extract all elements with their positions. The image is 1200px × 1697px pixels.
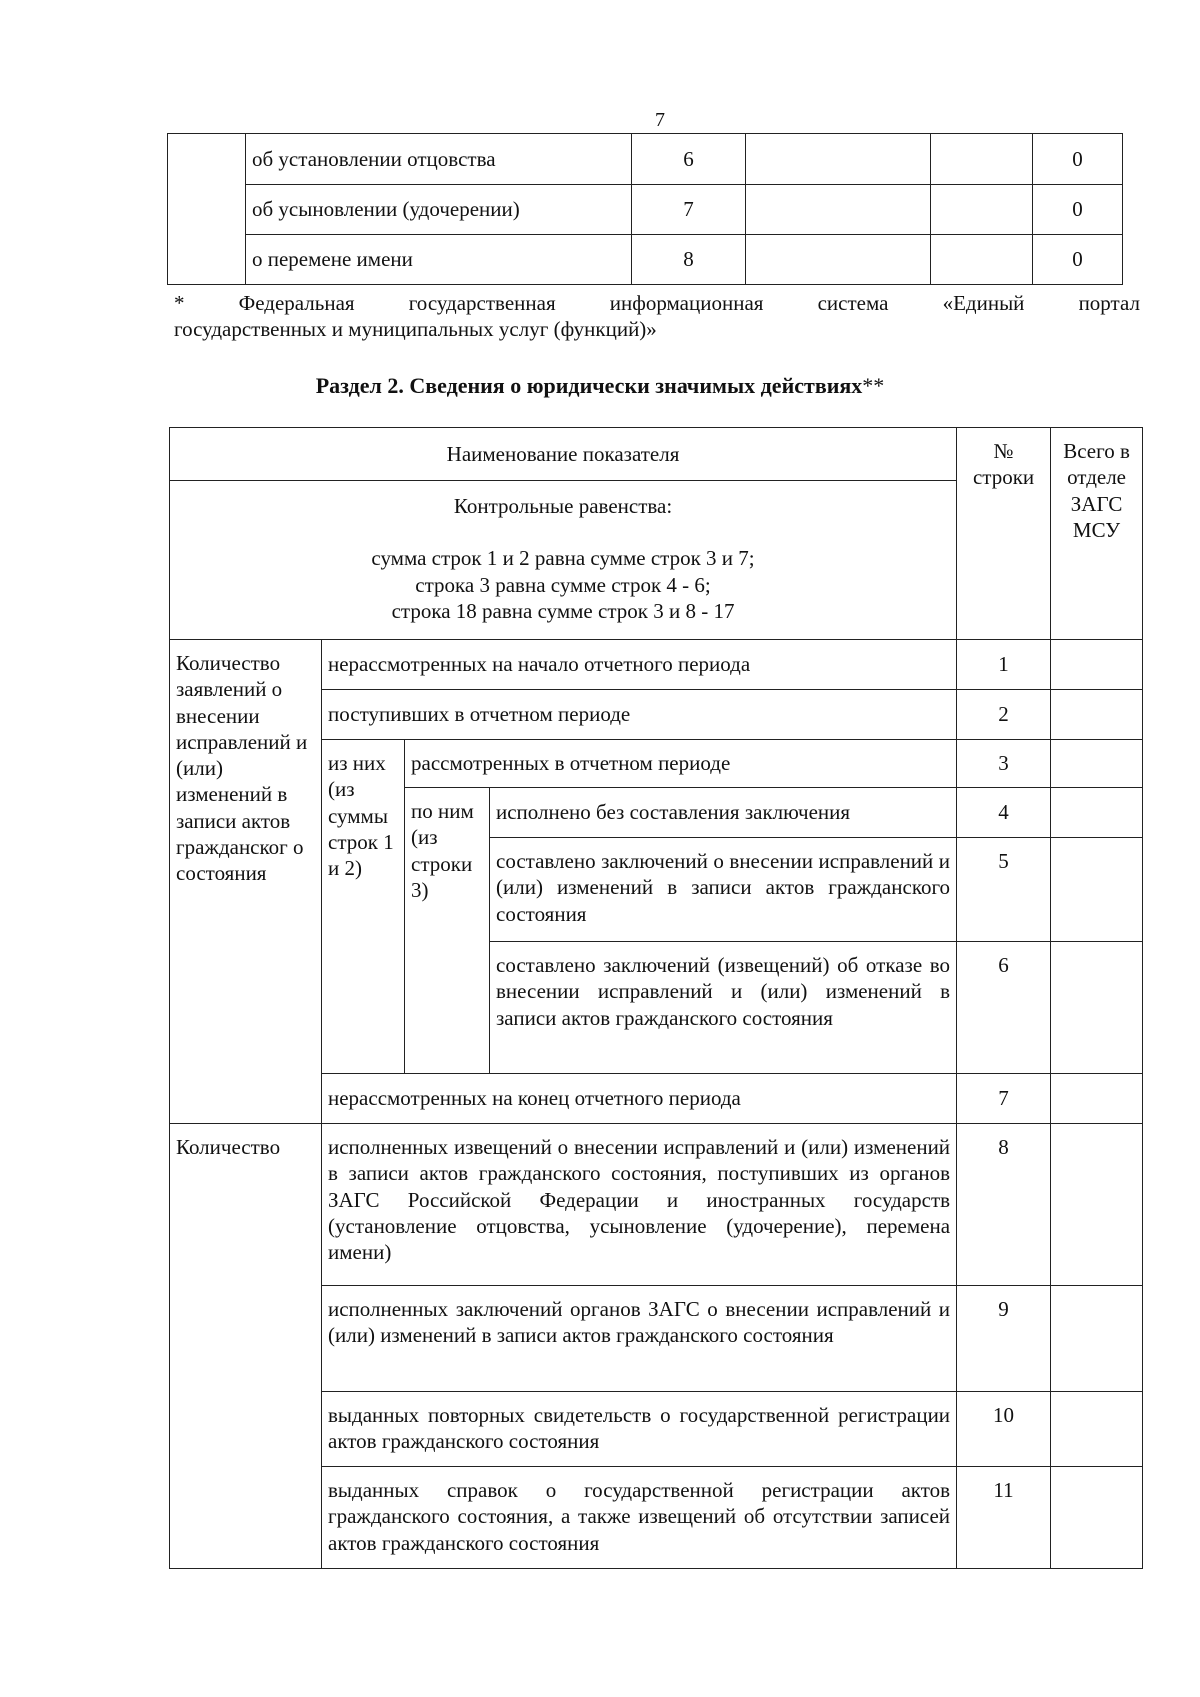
value-cell: [1051, 1467, 1143, 1569]
row-text: нерассмотренных на конец отчетного периода: [322, 1074, 957, 1124]
header-line-no: № строки: [957, 428, 1051, 640]
row-text: нерассмотренных на начало отчетного периода: [322, 640, 957, 690]
line-number: 10: [957, 1392, 1051, 1467]
footnote-word: «Единый: [942, 291, 1025, 315]
value-cell: [931, 235, 1033, 285]
table-row: [168, 185, 1123, 235]
line-number: 11: [957, 1467, 1051, 1569]
control-eq-1: сумма строк 1 и 2 равна сумме строк 3 и 7;: [371, 546, 755, 571]
line-number: 5: [957, 838, 1051, 942]
value-cell: [1051, 1124, 1143, 1286]
value-cell: [931, 134, 1033, 185]
table-row: [168, 134, 1123, 185]
line-number: 4: [957, 788, 1051, 838]
group1-label: Количество заявлений о внесении исправлений и (или) изменений в записи актов гражданског о состояния: [170, 640, 322, 1124]
header-total: Всего в отделе ЗАГС МСУ: [1051, 428, 1143, 640]
table-row: [170, 640, 1143, 690]
row-text: исполнено без составления заключения: [490, 788, 957, 838]
footnote-line-1: [174, 290, 1140, 316]
value-cell: [1051, 788, 1143, 838]
line-number: 8: [957, 1124, 1051, 1286]
header-indicator: Наименование показателя: [170, 428, 957, 481]
total-value: 0: [1033, 235, 1123, 285]
line-number: 9: [957, 1286, 1051, 1392]
line-number: 1: [957, 640, 1051, 690]
per-them-label: по ним (из строки 3): [405, 788, 490, 1074]
value-cell: [931, 185, 1033, 235]
row-text: составлено заключений (извещений) об отказе во внесении исправлений и (или) изменений в записи актов гражданского состояния: [490, 942, 957, 1074]
row-label: об усыновлении (удочерении): [246, 185, 632, 235]
row-text: составлено заключений о внесении исправлений и (или) изменений в записи актов гражданского состояния: [490, 838, 957, 942]
row-label: об установлении отцовства: [246, 134, 632, 185]
row-text: исполненных заключений органов ЗАГС о внесении исправлений и (или) изменений в записи актов гражданского состояния: [322, 1286, 957, 1392]
of-them-label: из них (из суммы строк 1 и 2): [322, 740, 405, 1074]
top-table: [167, 133, 1123, 285]
table-row: [170, 1124, 1143, 1286]
footnote-line-2: государственных и муниципальных услуг (функций)»: [174, 317, 657, 342]
value-cell: [1051, 740, 1143, 788]
empty-cell: [168, 134, 246, 285]
footnote-word: система: [817, 291, 889, 315]
line-number: 6: [957, 942, 1051, 1074]
footnote-word: государственная: [408, 291, 556, 315]
value-cell: [1051, 1286, 1143, 1392]
line-number: 2: [957, 690, 1051, 740]
row-text: выданных справок о государственной регистрации актов гражданского состояния, а также извещений об отсутствии записей актов гражданского состояния: [322, 1467, 957, 1569]
total-value: 0: [1033, 134, 1123, 185]
line-number: 3: [957, 740, 1051, 788]
value-cell: [746, 134, 931, 185]
line-number: 7: [957, 1074, 1051, 1124]
footnote-word: портал: [1078, 291, 1140, 315]
control-equalities: [170, 481, 957, 640]
value-cell: [1051, 1074, 1143, 1124]
row-text: рассмотренных в отчетном периоде: [405, 740, 957, 788]
value-cell: [1051, 640, 1143, 690]
control-title: Контрольные равенства:: [453, 494, 673, 518]
row-text: исполненных извещений о внесении исправлений и (или) изменений в записи актов гражданского состояния, поступивших из органов ЗАГС Российской Федерации и иностранных государств (установление отцовства, усыновление (удочерение), перемена имени): [322, 1124, 957, 1286]
row-text: поступивших в отчетном периоде: [322, 690, 957, 740]
line-number: 6: [632, 134, 746, 185]
line-number: 7: [632, 185, 746, 235]
section-title: [0, 372, 1200, 400]
value-cell: [1051, 690, 1143, 740]
row-label: о перемене имени: [246, 235, 632, 285]
value-cell: [1051, 838, 1143, 942]
page-number: 7: [655, 109, 665, 131]
group2-label: Количество: [170, 1124, 322, 1569]
value-cell: [1051, 1392, 1143, 1467]
footnote-word: *: [174, 291, 185, 315]
value-cell: [746, 235, 931, 285]
control-eq-2: строка 3 равна сумме строк 4 - 6;: [415, 572, 711, 597]
main-table: [169, 427, 1143, 1569]
header-row: [170, 428, 1143, 481]
footnote-word: информационная: [609, 291, 764, 315]
control-eq-3: строка 18 равна сумме строк 3 и 8 - 17: [391, 598, 735, 623]
value-cell: [746, 185, 931, 235]
table-row: [168, 235, 1123, 285]
footnote: [174, 290, 1140, 343]
line-number: 8: [632, 235, 746, 285]
row-text: выданных повторных свидетельств о государственной регистрации актов гражданского состояния: [322, 1392, 957, 1467]
footnote-word: Федеральная: [238, 291, 355, 315]
section-title-marker: **: [862, 373, 885, 398]
section-title-text: Раздел 2. Сведения о юридически значимых действиях: [315, 373, 863, 398]
total-value: 0: [1033, 185, 1123, 235]
value-cell: [1051, 942, 1143, 1074]
